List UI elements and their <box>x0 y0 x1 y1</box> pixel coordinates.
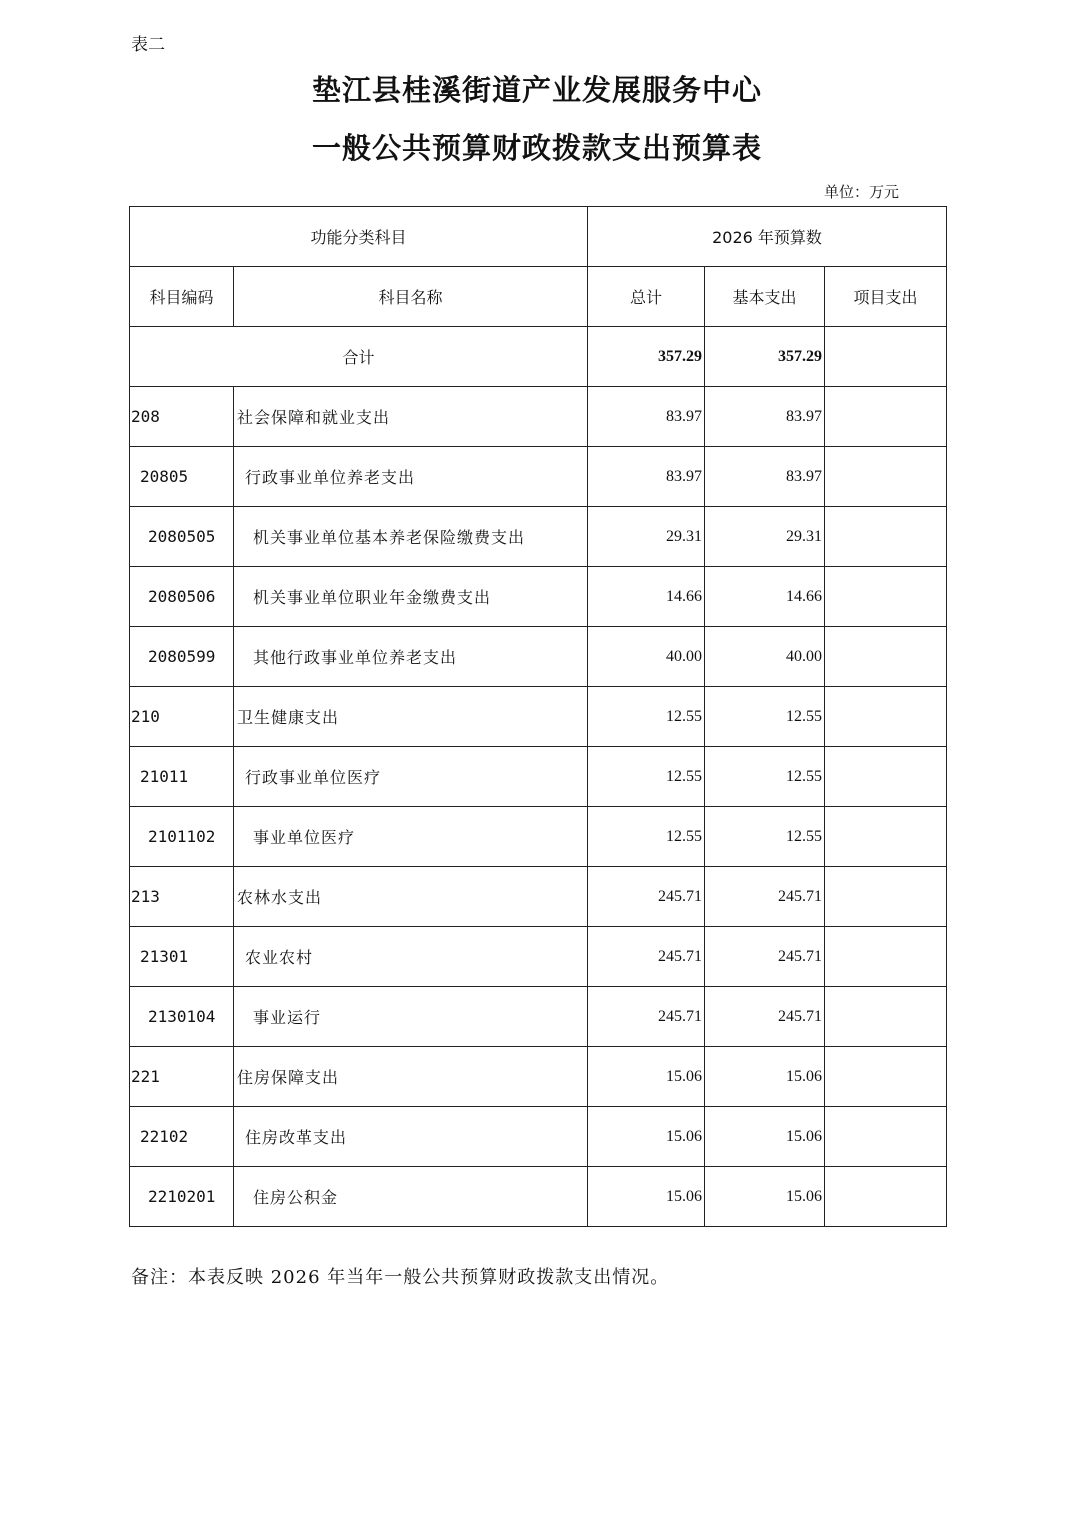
header-row-1 <box>130 207 947 267</box>
header-project: 项目支出 <box>825 267 947 327</box>
document-label: 表二 <box>131 35 165 55</box>
row-basic: 15.06 <box>705 1107 825 1167</box>
row-name: 其他行政事业单位养老支出 <box>234 627 588 687</box>
row-basic: 40.00 <box>705 627 825 687</box>
row-basic: 245.71 <box>705 867 825 927</box>
table-row <box>130 387 947 447</box>
table-row <box>130 567 947 627</box>
row-total: 12.55 <box>588 687 705 747</box>
table-row <box>130 1107 947 1167</box>
row-basic: 14.66 <box>705 567 825 627</box>
row-total: 15.06 <box>588 1167 705 1227</box>
row-total: 12.55 <box>588 807 705 867</box>
row-basic: 83.97 <box>705 447 825 507</box>
row-basic: 12.55 <box>705 807 825 867</box>
totals-label: 合计 <box>130 327 588 387</box>
header-basic: 基本支出 <box>705 267 825 327</box>
header-name: 科目名称 <box>234 267 588 327</box>
table-row <box>130 747 947 807</box>
row-project <box>825 1167 947 1227</box>
row-name: 机关事业单位职业年金缴费支出 <box>234 567 588 627</box>
row-total: 40.00 <box>588 627 705 687</box>
row-basic: 15.06 <box>705 1167 825 1227</box>
row-total: 245.71 <box>588 987 705 1047</box>
row-project <box>825 387 947 447</box>
row-code: 2210201 <box>130 1167 234 1227</box>
row-basic: 12.55 <box>705 687 825 747</box>
row-name: 住房保障支出 <box>234 1047 588 1107</box>
row-code: 208 <box>130 387 234 447</box>
row-code: 2080505 <box>130 507 234 567</box>
row-basic: 12.55 <box>705 747 825 807</box>
row-project <box>825 1047 947 1107</box>
row-code: 22102 <box>130 1107 234 1167</box>
row-basic: 29.31 <box>705 507 825 567</box>
totals-project <box>825 327 947 387</box>
table-row <box>130 627 947 687</box>
table-row <box>130 867 947 927</box>
table-row <box>130 1047 947 1107</box>
unit-label: 单位：万元 <box>824 183 900 201</box>
page-title-line2: 一般公共预算财政拨款支出预算表 <box>311 131 762 165</box>
row-total: 12.55 <box>588 747 705 807</box>
table-row <box>130 507 947 567</box>
row-total: 245.71 <box>588 867 705 927</box>
table-row <box>130 447 947 507</box>
row-name: 农林水支出 <box>234 867 588 927</box>
row-basic: 83.97 <box>705 387 825 447</box>
row-project <box>825 447 947 507</box>
row-code: 21011 <box>130 747 234 807</box>
row-code: 2101102 <box>130 807 234 867</box>
row-name: 住房公积金 <box>234 1167 588 1227</box>
row-project <box>825 507 947 567</box>
row-name: 事业运行 <box>234 987 588 1047</box>
row-project <box>825 687 947 747</box>
row-project <box>825 867 947 927</box>
row-code: 2080599 <box>130 627 234 687</box>
row-name: 行政事业单位医疗 <box>234 747 588 807</box>
row-name: 社会保障和就业支出 <box>234 387 588 447</box>
table-row <box>130 927 947 987</box>
header-year-budget: 2026 年预算数 <box>588 207 947 267</box>
row-project <box>825 927 947 987</box>
row-code: 21301 <box>130 927 234 987</box>
header-category: 功能分类科目 <box>130 207 588 267</box>
row-name: 农业农村 <box>234 927 588 987</box>
totals-total: 357.29 <box>588 327 705 387</box>
row-name: 卫生健康支出 <box>234 687 588 747</box>
row-project <box>825 747 947 807</box>
row-name: 机关事业单位基本养老保险缴费支出 <box>234 507 588 567</box>
row-name: 住房改革支出 <box>234 1107 588 1167</box>
header-row-2 <box>130 267 947 327</box>
row-basic: 15.06 <box>705 1047 825 1107</box>
row-project <box>825 627 947 687</box>
row-total: 29.31 <box>588 507 705 567</box>
header-code: 科目编码 <box>130 267 234 327</box>
header-total: 总计 <box>588 267 705 327</box>
table-row <box>130 1167 947 1227</box>
row-total: 83.97 <box>588 447 705 507</box>
row-code: 221 <box>130 1047 234 1107</box>
row-code: 2080506 <box>130 567 234 627</box>
footnote: 备注：本表反映 2026 年当年一般公共预算财政拨款支出情况。 <box>131 1267 670 1288</box>
row-code: 213 <box>130 867 234 927</box>
budget-table <box>129 206 947 1227</box>
row-total: 245.71 <box>588 927 705 987</box>
row-name: 事业单位医疗 <box>234 807 588 867</box>
table-row <box>130 687 947 747</box>
row-total: 83.97 <box>588 387 705 447</box>
row-project <box>825 987 947 1047</box>
totals-row <box>130 327 947 387</box>
totals-basic: 357.29 <box>705 327 825 387</box>
page-title-line1: 垫江县桂溪街道产业发展服务中心 <box>311 73 762 107</box>
row-project <box>825 567 947 627</box>
table-row <box>130 987 947 1047</box>
row-basic: 245.71 <box>705 987 825 1047</box>
row-basic: 245.71 <box>705 927 825 987</box>
row-total: 14.66 <box>588 567 705 627</box>
row-code: 20805 <box>130 447 234 507</box>
row-total: 15.06 <box>588 1107 705 1167</box>
row-project <box>825 807 947 867</box>
row-project <box>825 1107 947 1167</box>
row-code: 2130104 <box>130 987 234 1047</box>
row-name: 行政事业单位养老支出 <box>234 447 588 507</box>
row-code: 210 <box>130 687 234 747</box>
table-row <box>130 807 947 867</box>
row-total: 15.06 <box>588 1047 705 1107</box>
